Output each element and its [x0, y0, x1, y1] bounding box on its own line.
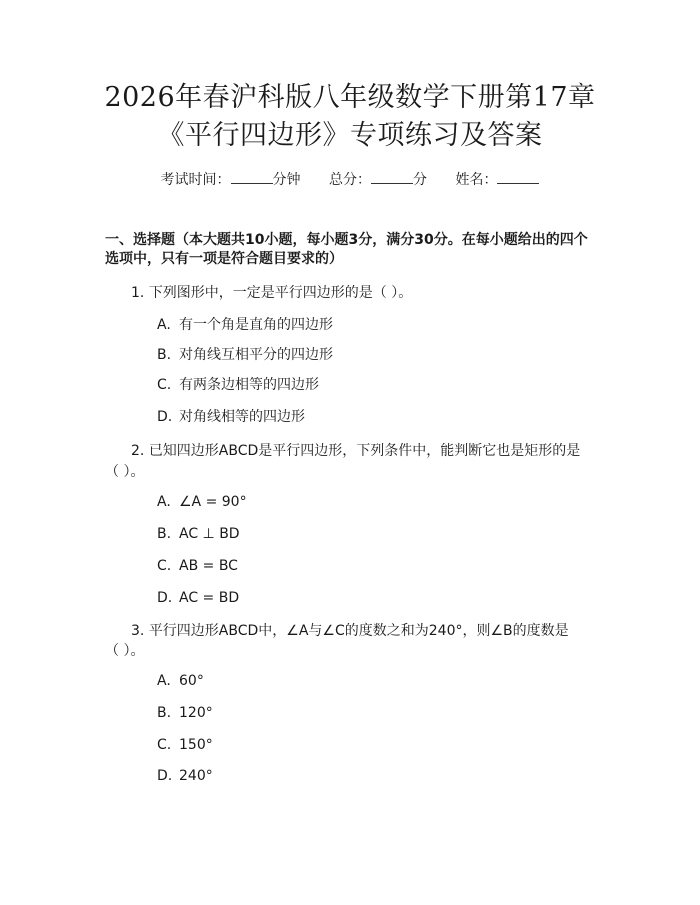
question-1-option-b	[157, 347, 333, 364]
question-3-option-a	[157, 673, 204, 690]
option-text: 150°	[179, 737, 213, 753]
student-name-label: 姓名：	[455, 172, 498, 188]
exam-time-blank	[231, 169, 273, 184]
total-score-unit: 分	[413, 172, 427, 188]
student-name-field	[455, 169, 539, 189]
option-letter: D.	[157, 768, 173, 784]
question-text: 平行四边形ABCD中，∠A与∠C的度数之和为240°，则∠B的度数是	[148, 623, 569, 639]
option-text: 240°	[179, 768, 213, 784]
option-letter: D.	[157, 590, 173, 606]
section-heading-line-2: 选项中，只有一项是符合题目要求的）	[105, 251, 343, 267]
question-number: 1.	[131, 285, 145, 301]
option-letter: B.	[157, 347, 172, 363]
question-number: 2.	[131, 443, 145, 459]
option-text: 有一个角是直角的四边形	[179, 317, 333, 333]
question-text: 下列图形中，一定是平行四边形的是（ ）。	[148, 285, 413, 301]
question-2-option-b	[157, 526, 240, 543]
exam-time-field	[161, 169, 301, 189]
question-1-option-a	[157, 317, 333, 334]
question-1	[131, 285, 591, 302]
question-2	[131, 443, 591, 460]
question-number: 3.	[131, 623, 145, 639]
document-title-line-1: 2026年春沪科版八年级数学下册第17章	[104, 82, 596, 113]
question-3-option-b	[157, 705, 213, 722]
option-letter: D.	[157, 409, 173, 425]
exam-info-bar	[0, 169, 700, 189]
option-text: 对角线互相平分的四边形	[179, 347, 333, 363]
question-3	[131, 623, 591, 640]
option-text: 对角线相等的四边形	[179, 409, 305, 425]
option-text: AB = BC	[179, 558, 238, 574]
question-text: 已知四边形ABCD是平行四边形，下列条件中，能判断它也是矩形的是	[148, 443, 581, 459]
option-letter: B.	[157, 705, 172, 721]
option-text: ∠A = 90°	[179, 494, 247, 510]
document-title-line-2: 《平行四边形》专项练习及答案	[157, 120, 543, 151]
option-letter: C.	[157, 377, 172, 393]
question-3-option-d	[157, 768, 213, 785]
option-text: 60°	[179, 673, 204, 689]
question-2-option-c	[157, 558, 238, 575]
total-score-label: 总分：	[329, 172, 371, 188]
question-2-option-a	[157, 494, 247, 511]
section-heading-line-1: 一、选择题（本大题共10小题，每小题3分，满分30分。在每小题给出的四个	[105, 232, 588, 248]
total-score-blank	[371, 169, 413, 184]
option-letter: C.	[157, 558, 172, 574]
question-2-continuation: （ ）。	[105, 464, 145, 480]
option-letter: B.	[157, 526, 172, 542]
option-text: AC ⊥ BD	[179, 526, 240, 542]
option-letter: C.	[157, 737, 172, 753]
question-2-option-d	[157, 590, 239, 607]
option-letter: A.	[157, 317, 171, 333]
question-3-continuation: （ ）。	[105, 643, 145, 659]
exam-time-label: 考试时间：	[160, 172, 231, 188]
total-score-field	[329, 169, 427, 189]
question-3-option-c	[157, 737, 213, 754]
question-1-option-c	[157, 377, 319, 394]
option-letter: A.	[157, 494, 171, 510]
student-name-blank	[497, 169, 539, 184]
option-letter: A.	[157, 673, 171, 689]
exam-time-unit: 分钟	[272, 172, 301, 188]
option-text: 有两条边相等的四边形	[179, 377, 319, 393]
option-text: AC = BD	[179, 590, 240, 606]
question-1-option-d	[157, 409, 305, 426]
option-text: 120°	[179, 705, 213, 721]
